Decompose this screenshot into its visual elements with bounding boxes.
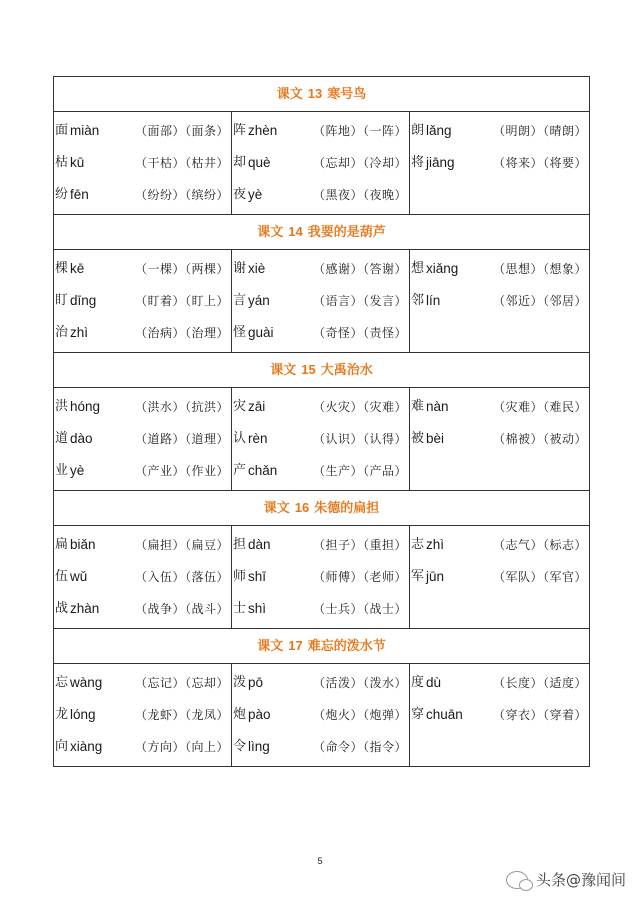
vocab-entry (232, 423, 409, 455)
vocab-entry (232, 317, 409, 349)
pinyin: lìng (248, 739, 270, 754)
character: 夜 (233, 187, 247, 202)
vocab-entry (232, 391, 409, 423)
lesson-number: 15 (301, 362, 316, 377)
lesson-column (54, 112, 232, 214)
pinyin: zhì (426, 537, 445, 552)
lesson-column (410, 664, 589, 766)
character: 将 (411, 155, 425, 170)
example-words: （火灾）（灾难） (312, 400, 407, 414)
example-words: （语言）（发言） (312, 294, 407, 308)
vocab-entry (232, 179, 409, 211)
vocab-entry (232, 667, 409, 699)
lesson-column (54, 388, 232, 490)
lesson-column (232, 664, 410, 766)
example-words: （邻近）（邻居） (492, 294, 587, 308)
vocab-entry (54, 699, 231, 731)
character: 盯 (55, 293, 69, 308)
pinyin: jūn (426, 569, 445, 584)
character: 师 (233, 569, 247, 584)
character: 道 (55, 431, 69, 446)
example-words: （志气）（标志） (492, 538, 587, 552)
vocab-entry (54, 455, 231, 487)
lesson-column (410, 112, 589, 214)
pinyin: kē (70, 261, 85, 276)
character: 穿 (411, 707, 425, 722)
example-words: （感谢）（答谢） (312, 262, 407, 276)
lesson-column (232, 250, 410, 352)
vocab-entry (54, 423, 231, 455)
lesson-column (232, 388, 410, 490)
character: 产 (233, 463, 247, 478)
lesson-number: 17 (288, 638, 303, 653)
example-words: （忘记）（忘却） (134, 676, 229, 690)
vocab-entry (410, 667, 589, 699)
vocab-entry (410, 253, 589, 285)
example-words: （面部）（面条） (134, 124, 229, 138)
pinyin: miàn (70, 123, 100, 138)
lesson-grid (54, 664, 589, 767)
watermark (506, 869, 626, 890)
vocab-entry (410, 391, 589, 423)
pinyin: zāi (248, 399, 266, 414)
pinyin: shī (248, 569, 267, 584)
example-words: （产业）（作业） (134, 464, 229, 478)
lesson-column (232, 526, 410, 628)
example-words: （将来）（将要） (492, 156, 587, 170)
example-words: （忘却）（冷却） (312, 156, 407, 170)
character: 阵 (233, 123, 247, 138)
example-words: （活泼）（泼水） (312, 676, 407, 690)
pinyin: dù (426, 675, 442, 690)
character: 谢 (233, 261, 247, 276)
lesson-prefix: 课文 (257, 639, 284, 654)
vocab-entry (410, 529, 589, 561)
character: 难 (411, 399, 425, 414)
character: 扁 (55, 537, 69, 552)
example-words: （龙虾）（龙凤） (134, 708, 229, 722)
pinyin: nàn (426, 399, 449, 414)
character: 言 (233, 293, 247, 308)
character: 泼 (233, 675, 247, 690)
pinyin: wǔ (70, 569, 88, 584)
character: 却 (233, 155, 247, 170)
lesson-number: 16 (294, 500, 310, 515)
lesson-prefix: 课文 (270, 363, 297, 378)
character: 志 (411, 537, 425, 552)
example-words: （士兵）（战士） (312, 602, 407, 616)
pinyin: pào (248, 707, 271, 722)
wechat-icon (506, 871, 528, 889)
lesson-column (54, 526, 232, 628)
pinyin: chǎn (248, 463, 278, 478)
pinyin: biǎn (70, 537, 96, 552)
vocab-entry (232, 699, 409, 731)
character: 忘 (55, 675, 69, 690)
pinyin: guài (248, 325, 274, 340)
example-words: （灾难）（难民） (492, 400, 587, 414)
vocab-entry (54, 391, 231, 423)
vocabulary-table (53, 76, 590, 767)
vocab-entry (54, 317, 231, 349)
example-words: （师傅）（老师） (312, 570, 407, 584)
character: 龙 (55, 707, 69, 722)
character: 纷 (55, 187, 69, 202)
watermark-text: 头条@豫闻间 (535, 871, 626, 889)
pinyin: fēn (70, 187, 89, 202)
character: 怪 (233, 325, 247, 340)
vocab-entry (54, 593, 231, 625)
lesson-prefix: 课文 (257, 225, 284, 240)
pinyin: wàng (70, 675, 103, 690)
vocab-entry (232, 455, 409, 487)
example-words: （棉被）（被动） (492, 432, 587, 446)
vocab-entry (232, 253, 409, 285)
lesson-title (54, 77, 589, 112)
lesson-name: 我要的是葫芦 (307, 225, 386, 240)
page-number: 5 (317, 856, 323, 866)
pinyin: lóng (70, 707, 96, 722)
lesson-grid (54, 526, 589, 629)
character: 棵 (55, 261, 69, 276)
lesson-prefix: 课文 (276, 87, 303, 102)
vocab-entry (54, 667, 231, 699)
lesson-number: 13 (307, 86, 323, 101)
example-words: （战争）（战斗） (134, 602, 229, 616)
character: 枯 (55, 155, 69, 170)
lesson-prefix: 课文 (263, 501, 290, 516)
example-words: （方向）（向上） (134, 740, 229, 754)
lesson-title (54, 215, 589, 250)
example-words: （扁担）（扁豆） (134, 538, 229, 552)
pinyin: kū (70, 155, 85, 170)
example-words: （穿衣）（穿着） (492, 708, 587, 722)
example-words: （奇怪）（责怪） (312, 326, 407, 340)
character: 灾 (233, 399, 247, 414)
example-words: （道路）（道理） (134, 432, 229, 446)
lesson-grid (54, 250, 589, 353)
lesson-number: 14 (288, 224, 303, 239)
pinyin: zhàn (70, 601, 100, 616)
vocab-entry (54, 529, 231, 561)
pinyin: hóng (70, 399, 101, 414)
vocab-entry (232, 529, 409, 561)
lesson-grid (54, 112, 589, 215)
vocab-entry (232, 731, 409, 763)
example-words: （生产）（产品） (312, 464, 407, 478)
character: 认 (233, 431, 247, 446)
example-words: （明朗）（晴朗） (492, 124, 587, 138)
example-words: （黑夜）（夜晚） (312, 188, 407, 202)
vocab-entry (410, 561, 589, 593)
vocab-entry (54, 115, 231, 147)
lesson-name: 寒号鸟 (327, 87, 367, 102)
character: 令 (233, 739, 247, 754)
pinyin: rèn (248, 431, 268, 446)
pinyin: lín (426, 293, 441, 308)
pinyin: dào (70, 431, 93, 446)
pinyin: yán (248, 293, 270, 308)
character: 伍 (55, 569, 69, 584)
lesson-grid (54, 388, 589, 491)
character: 朗 (411, 123, 425, 138)
pinyin: què (248, 155, 271, 170)
example-words: （思想）（想象） (492, 262, 587, 276)
vocab-entry (410, 699, 589, 731)
vocab-entry (232, 285, 409, 317)
character: 向 (55, 739, 69, 754)
vocab-entry (54, 147, 231, 179)
pinyin: xiǎng (426, 261, 459, 276)
lesson-title (54, 629, 589, 664)
pinyin: xiàng (70, 739, 103, 754)
example-words: （阵地）（一阵） (312, 124, 407, 138)
pinyin: jiāng (426, 155, 455, 170)
character: 士 (233, 601, 247, 616)
lesson-column (410, 526, 589, 628)
character: 业 (55, 463, 69, 478)
pinyin: zhì (70, 325, 89, 340)
vocab-entry (410, 147, 589, 179)
character: 度 (411, 675, 425, 690)
character: 治 (55, 325, 69, 340)
vocab-entry (410, 423, 589, 455)
pinyin: dàn (248, 537, 271, 552)
pinyin: dīng (70, 293, 97, 308)
pinyin: pō (248, 675, 264, 690)
pinyin: xiè (248, 261, 266, 276)
example-words: （军队）（军官） (492, 570, 587, 584)
pinyin: lǎng (426, 123, 452, 138)
character: 担 (233, 537, 247, 552)
pinyin: chuān (426, 707, 463, 722)
vocab-entry (54, 253, 231, 285)
vocab-entry (232, 561, 409, 593)
example-words: （入伍）（落伍） (134, 570, 229, 584)
lesson-name: 朱德的扁担 (314, 501, 380, 516)
pinyin: shì (248, 601, 267, 616)
example-words: （盯着）（盯上） (134, 294, 229, 308)
lesson-title (54, 353, 589, 388)
lesson-column (54, 250, 232, 352)
character: 炮 (233, 707, 247, 722)
lesson-column (410, 388, 589, 490)
pinyin: zhèn (248, 123, 278, 138)
character: 军 (411, 569, 425, 584)
example-words: （担子）（重担） (312, 538, 407, 552)
example-words: （炮火）（炮弹） (312, 708, 407, 722)
example-words: （洪水）（抗洪） (134, 400, 229, 414)
character: 面 (55, 123, 69, 138)
vocab-entry (410, 285, 589, 317)
lesson-column (232, 112, 410, 214)
pinyin: yè (248, 187, 263, 202)
vocab-entry (54, 179, 231, 211)
vocab-entry (232, 593, 409, 625)
character: 洪 (55, 399, 69, 414)
example-words: （纷纷）（缤纷） (134, 188, 229, 202)
example-words: （治病）（治理） (134, 326, 229, 340)
example-words: （命令）（指令） (312, 740, 407, 754)
vocab-entry (232, 115, 409, 147)
example-words: （长度）（适度） (492, 676, 587, 690)
pinyin: bèi (426, 431, 445, 446)
character: 战 (55, 601, 69, 616)
character: 想 (411, 261, 425, 276)
vocab-entry (232, 147, 409, 179)
lesson-name: 难忘的泼水节 (307, 639, 386, 654)
character: 被 (411, 431, 425, 446)
lesson-name: 大禹治水 (320, 363, 373, 378)
example-words: （干枯）（枯井） (134, 156, 229, 170)
lesson-column (54, 664, 232, 766)
vocab-entry (54, 731, 231, 763)
pinyin: yè (70, 463, 85, 478)
vocab-entry (410, 115, 589, 147)
vocab-entry (54, 561, 231, 593)
vocab-entry (54, 285, 231, 317)
example-words: （认识）（认得） (312, 432, 407, 446)
lesson-column (410, 250, 589, 352)
lesson-title (54, 491, 589, 526)
example-words: （一棵）（两棵） (134, 262, 229, 276)
character: 邻 (411, 293, 425, 308)
